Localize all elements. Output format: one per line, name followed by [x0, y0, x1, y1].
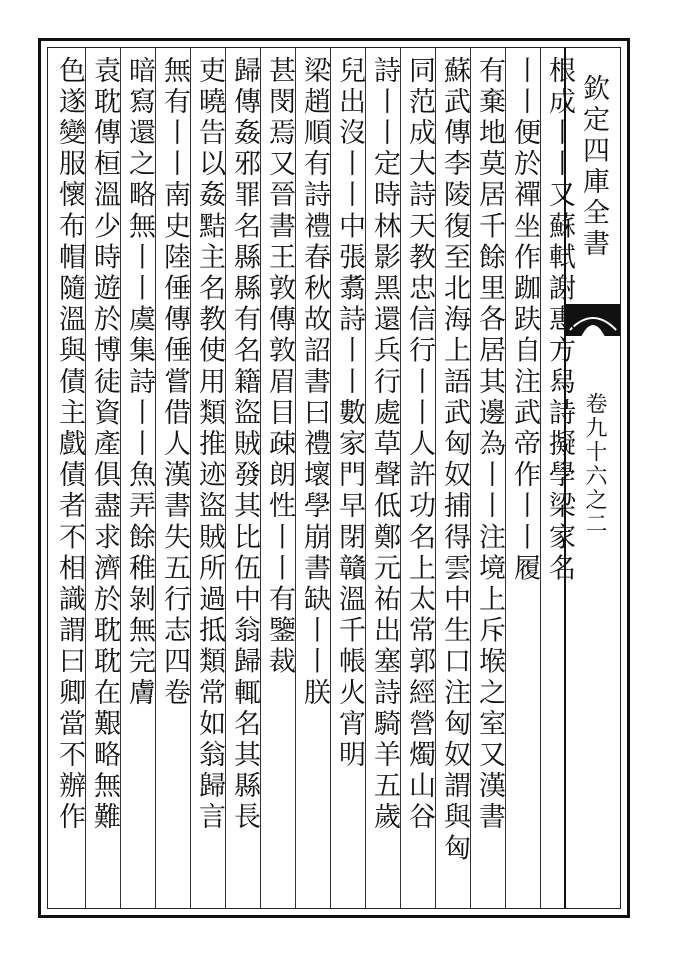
book-title: 欽定四庫全書	[578, 74, 609, 260]
text-column: 根成丨丨又蘇軾謝惠方舄詩擬學梁家名	[544, 56, 575, 585]
text-column: 袁耽傳桓溫少時遊於博徒資產俱盡求濟於耽耽在艱略無難	[89, 56, 120, 834]
text-column: 丨丨便於禪坐作跏趺自注武帝作丨丨履	[509, 56, 540, 585]
text-column: 暗寫還之略無丨丨虞集詩丨丨魚弄餘稚剝無完膚	[124, 56, 155, 710]
text-column: 蘇武傳李陵復至北海上語武匈奴捕得雲中生口注匈奴謂與匈	[439, 56, 470, 865]
text-column: 甚閔焉又晉書王敦傳敦眉目疎朗性丨丨有鑒裁	[264, 56, 295, 678]
text-column: 有棄地莫居千餘里各居其邊為丨丨注境上斥堠之室又漢書	[474, 56, 505, 834]
text-column: 歸傳姦邪罪名縣縣有名籍盜賊發其比伍中翁歸輒名其縣長	[229, 56, 260, 834]
text-column: 色遂變服懷布帽隨溫與債主戲債者不相識謂曰卿當不辦作	[54, 56, 85, 834]
text-column: 兒出沒丨丨中張翥詩丨丨數家門早閉贛溫千帳火宵明	[334, 56, 365, 772]
text-column: 同范成大詩天教忠信行丨丨人許功名上太常郭經營燭山谷	[404, 56, 435, 834]
text-column: 無有丨丨南史陸倕傳倕嘗借人漢書失五行志四卷	[159, 56, 190, 710]
page-border	[47, 47, 621, 909]
volume-label: 卷九十六之二	[582, 392, 607, 536]
page-frame	[38, 38, 630, 918]
text-body	[50, 48, 576, 908]
text-column: 梁趙順有詩禮春秋故詔書曰禮壞學崩書缺丨丨朕	[299, 56, 330, 710]
text-column: 吏曉告以姦黠主名教使用類推迹盜賊所過抵類常如翁歸言	[194, 56, 225, 834]
text-column: 詩丨丨定時林影黑還兵行處草聲低鄭元祐出塞詩騎羊五歲	[369, 56, 400, 834]
